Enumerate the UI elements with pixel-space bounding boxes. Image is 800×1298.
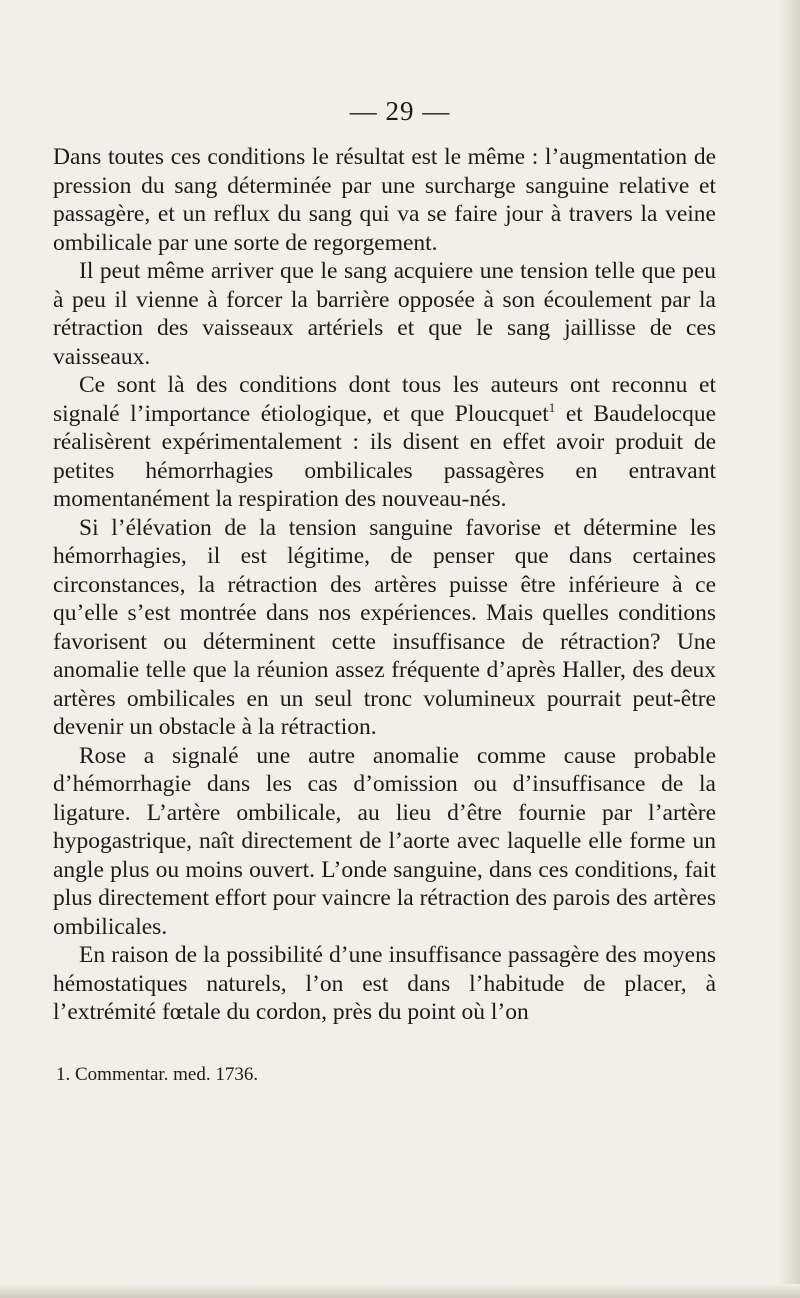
page-bottom-edge bbox=[0, 1284, 800, 1298]
body-text bbox=[53, 143, 716, 1027]
paragraph-5: Rose a signalé une autre anomalie comme cause probable d’hémorrhagie dans les cas d’omission ou d’insuffisance de la ligature. L’artère ombilicale, au lieu d’être fournie par l’artère hypogastrique, naît directement de l’aorte avec laquelle elle forme un angle plus ou moins ouvert. L’onde sanguine, dans ces conditions, fait plus directement effort pour vaincre la rétraction des parois des artères ombilicales. bbox=[53, 742, 716, 940]
page-number: — 29 — bbox=[349, 96, 451, 126]
paragraph-1: Dans toutes ces conditions le résultat est le même : l’augmentation de pression du sang déterminée par une surcharge sanguine relative et passagère, et un reflux du sang qui va se faire jour à travers la veine ombilicale par une sorte de regorgement. bbox=[53, 144, 716, 256]
paragraph-4: Si l’élévation de la tension sanguine favorise et détermine les hémorrhagies, il est légitime, de penser que dans certaines circonstances, la rétraction des artères puisse être inférieure à ce qu’elle s’est montrée dans nos expériences. Mais quelles conditions favorisent ou déterminent cette insuffisance de rétraction? Une anomalie telle que la réunion assez fréquente d’après Haller, des deux artères ombilicales en un seul tronc volumineux pourrait peut-être devenir un obstacle à la rétraction. bbox=[53, 514, 716, 740]
footnote-reference: 1 bbox=[548, 399, 556, 415]
paragraph-6: En raison de la possibilité d’une insuffisance passagère des moyens hémostatiques naturels, l’on est dans l’habitude de placer, à l’extrémité fœtale du cordon, près du point où l’on bbox=[53, 942, 716, 1025]
page-edge-shadow bbox=[778, 0, 800, 1298]
paragraph-3 bbox=[53, 371, 716, 514]
paragraph-2: Il peut même arriver que le sang acquiere une tension telle que peu à peu il vienne à forcer la barrière opposée à son écoulement par la rétraction des vaisseaux artériels et que le sang jaillisse de ces vaisseaux. bbox=[53, 258, 716, 370]
footnote: 1. Commentar. med. 1736. bbox=[56, 1064, 259, 1085]
paragraph-3-text-before: Ce sont là des conditions dont tous les auteurs ont reconnu et signalé l’importance étiologique, et que Ploucquet bbox=[53, 372, 716, 427]
paragraph-3-text-after: et Baudelocque réalisèrent expérimentalement : ils disent en effet avoir produit de petites hémorrhagies ombilicales passagères en entravant momentanément la respiration des nouveau-nés. bbox=[53, 400, 717, 512]
